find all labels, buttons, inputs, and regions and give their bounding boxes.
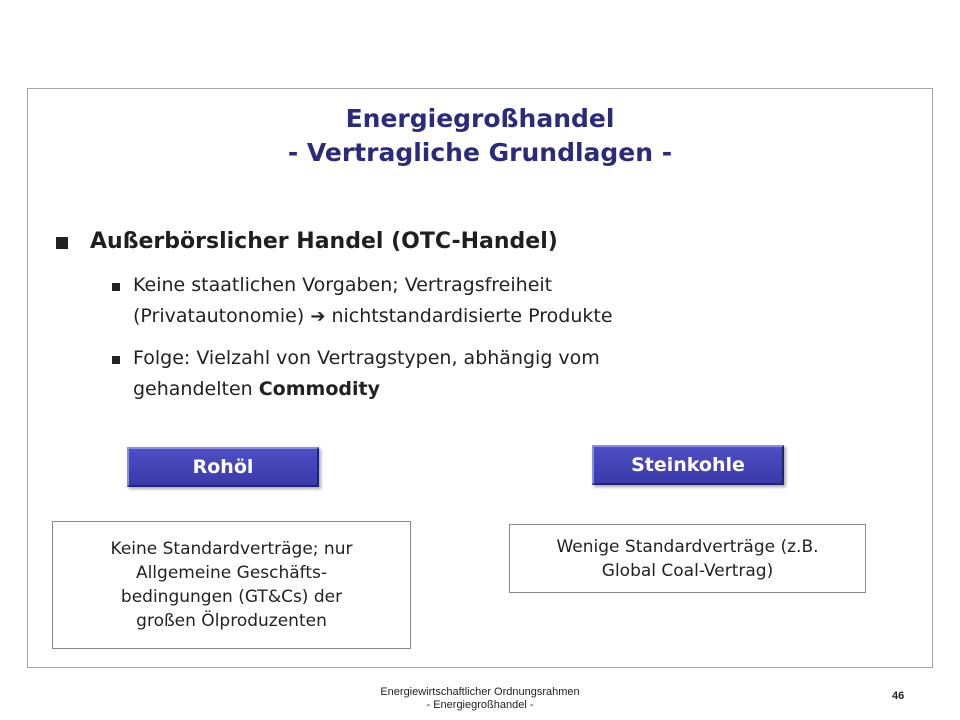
sub-bullet-1-line-1: Keine staatlichen Vorgaben; Vertragsfreiheit — [133, 274, 553, 296]
slide-footer — [0, 686, 960, 712]
sub-bullet-consequence — [133, 343, 600, 405]
bullet-otc-trading: Außerbörslicher Handel (OTC-Handel) — [90, 229, 558, 254]
hard-coal-contracts-box — [509, 524, 866, 593]
box-left-line-1: Keine Standardverträge; nur — [110, 539, 353, 559]
footer-line-1: Energiewirtschaftlicher Ordnungsrahmen — [380, 686, 580, 698]
slide-title — [0, 102, 960, 170]
traded-text: gehandelten — [133, 378, 253, 400]
sub-bullet-square-icon — [112, 283, 120, 291]
hard-coal-button[interactable] — [592, 445, 784, 485]
box-left-line-3: bedingungen (GT&Cs) der — [120, 587, 343, 607]
sub-bullet-square-icon — [112, 356, 120, 364]
box-left-line-4: großen Ölproduzenten — [136, 611, 327, 631]
title-line-1: Energiegroßhandel — [345, 104, 615, 133]
box-right-line-2: Global Coal-Vertrag) — [601, 560, 774, 581]
nonstandard-products-text: nichtstandardisierte Produkte — [331, 305, 613, 327]
footer-line-2: - Energiegroßhandel - — [426, 699, 534, 711]
crude-oil-button[interactable] — [127, 447, 319, 487]
bullet-square-icon — [56, 237, 68, 249]
sub-bullet-2-line-1: Folge: Vielzahl von Vertragstypen, abhängig vom — [133, 347, 600, 369]
right-arrow-icon: ➔ — [310, 306, 326, 327]
box-left-line-2: Allgemeine Geschäfts- — [135, 563, 328, 583]
title-line-2: - Vertragliche Grundlagen - — [287, 138, 673, 167]
sub-bullet-1-line-2 — [133, 301, 613, 332]
privatautonomie-text: (Privatautonomie) — [133, 305, 305, 327]
commodity-text: Commodity — [258, 378, 380, 400]
sub-bullet-contract-freedom — [133, 270, 613, 332]
page-number: 46 — [892, 690, 905, 702]
crude-oil-contracts-box — [52, 521, 411, 649]
crude-oil-label: Rohöl — [192, 456, 254, 478]
box-right-line-1: Wenige Standardverträge (z.B. — [556, 536, 819, 557]
sub-bullet-2-line-2 — [133, 374, 600, 405]
hard-coal-label: Steinkohle — [631, 454, 745, 476]
